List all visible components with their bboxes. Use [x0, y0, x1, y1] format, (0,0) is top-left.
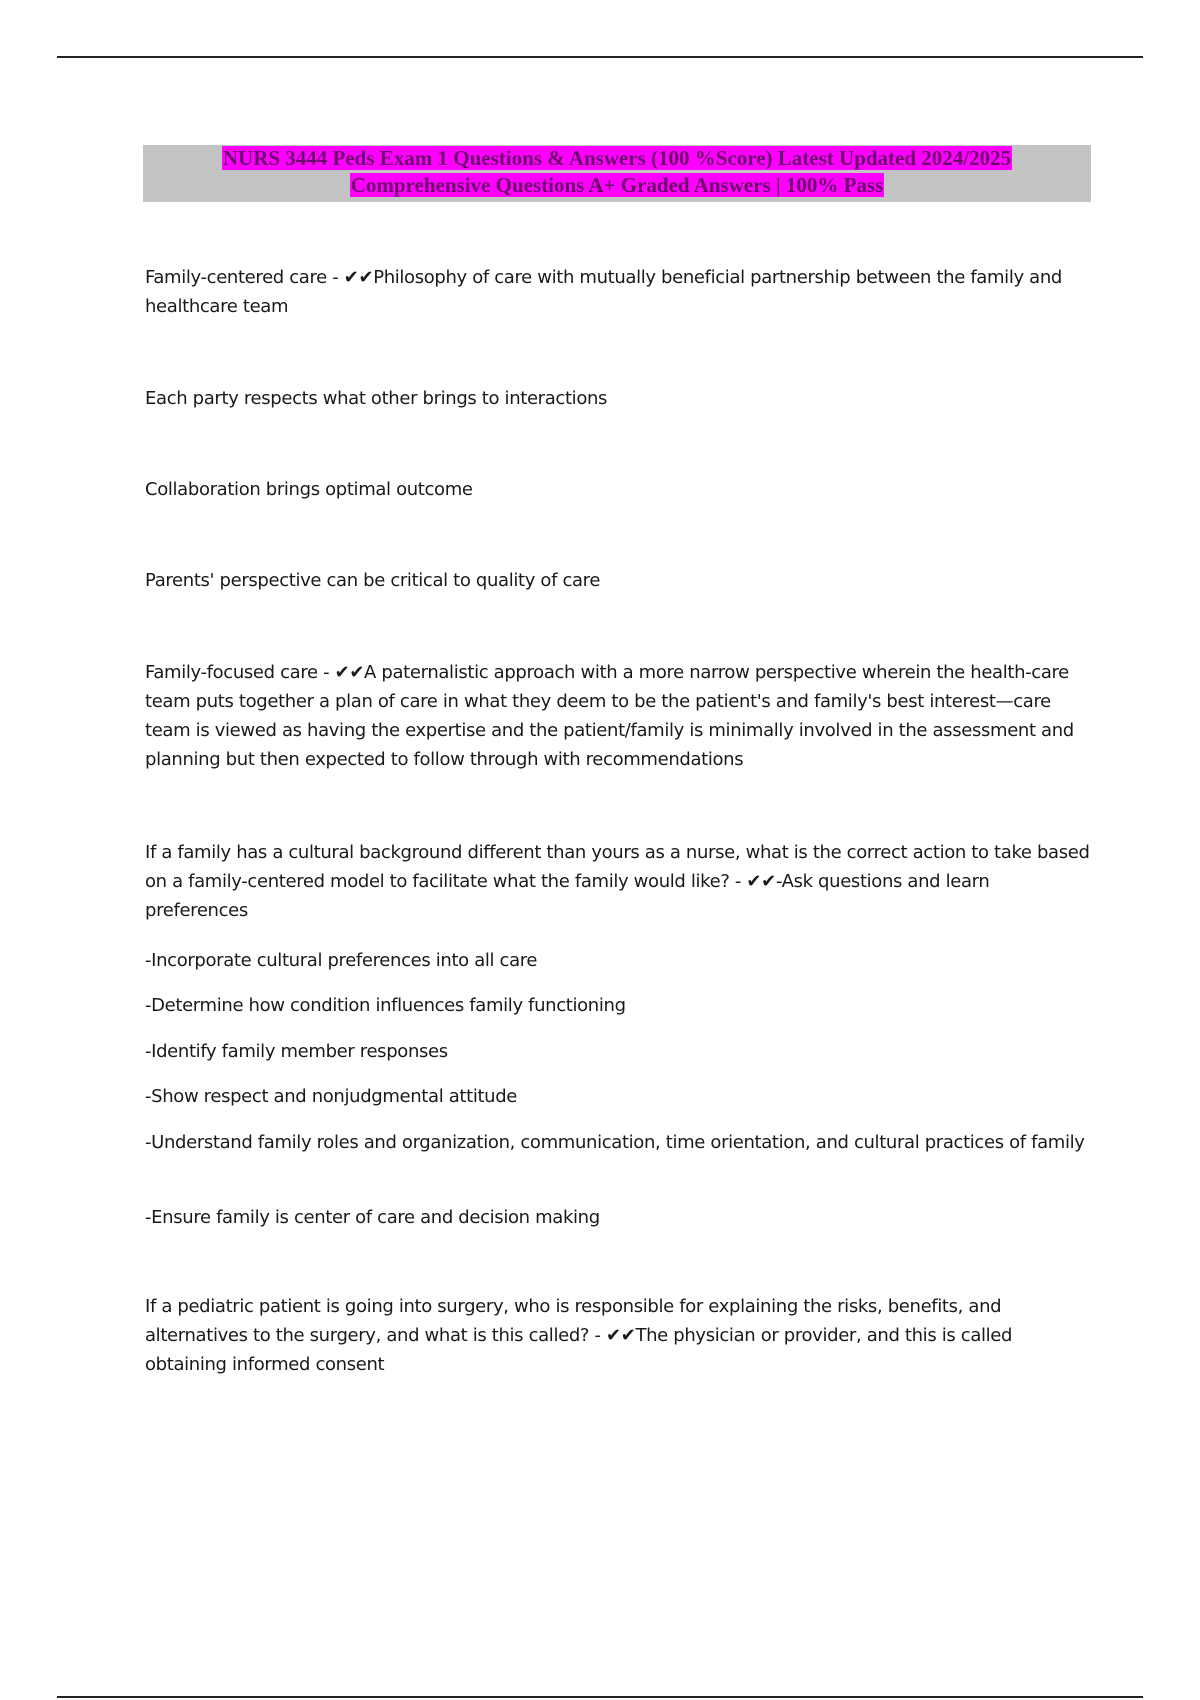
bottom-rule: [57, 1696, 1143, 1698]
qa-item-informed-consent: If a pediatric patient is going into surgery, who is responsible for explaining the risks, benefits, and alternatives to the surgery, and what is this called? - ✔✔The physician or provider, and this is called obtaining informed consent: [145, 1296, 1013, 1375]
list-item: -Ensure family is center of care and decision making: [145, 1207, 600, 1228]
qa-item-cultural-background: If a family has a cultural background different than yours as a nurse, what is the correct action to take based on a family-centered model to facilitate what the family would like? - ✔✔-Ask questions and learn preferences: [145, 842, 1090, 921]
list-item: -Identify family member responses: [145, 1041, 448, 1062]
qa-item-family-centered-care: Family-centered care - ✔✔Philosophy of care with mutually beneficial partnership between the family and healthcare team: [145, 267, 1062, 317]
list-item: -Determine how condition influences family functioning: [145, 995, 626, 1016]
list-item: -Understand family roles and organization, communication, time orientation, and cultural practices of family: [145, 1132, 1085, 1153]
paragraph: Collaboration brings optimal outcome: [145, 479, 473, 500]
qa-item-family-focused-care: Family-focused care - ✔✔A paternalistic approach with a more narrow perspective wherein the health-care team puts together a plan of care in what they deem to be the patient's and family's best interest—care team is viewed as having the expertise and the patient/family is minimally involved in the assessment and planning but then expected to follow through with recommendations: [145, 662, 1074, 770]
title-line-2: Comprehensive Questions A+ Graded Answers | 100% Pass: [350, 173, 884, 197]
list-item: -Incorporate cultural preferences into all care: [145, 950, 538, 971]
paragraph: Parents' perspective can be critical to quality of care: [145, 570, 601, 591]
document-title: [143, 145, 1091, 202]
list-item: -Show respect and nonjudgmental attitude: [145, 1086, 518, 1107]
title-line-1: NURS 3444 Peds Exam 1 Questions & Answers (100 %Score) Latest Updated 2024/2025: [222, 146, 1012, 170]
top-rule: [57, 56, 1143, 58]
paragraph: Each party respects what other brings to interactions: [145, 388, 608, 409]
